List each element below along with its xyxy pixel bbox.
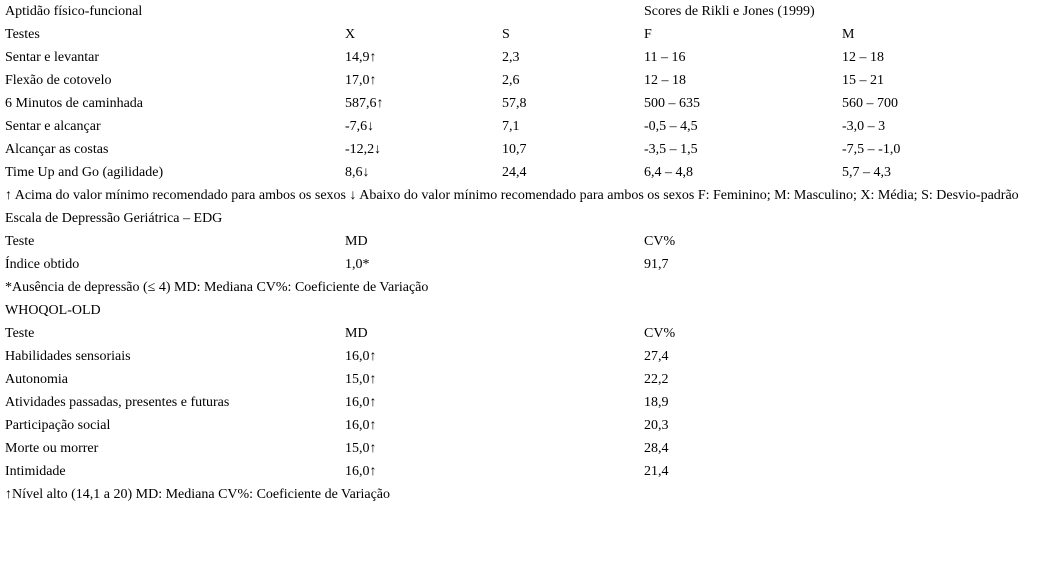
mean-value: 8,6↓ xyxy=(345,165,370,180)
aptidao-title-row xyxy=(5,2,1039,25)
header-media: X xyxy=(345,27,356,42)
mean-value: -12,2↓ xyxy=(345,142,382,157)
test-name: Sentar e alcançar xyxy=(5,119,101,134)
test-name: Flexão de cotovelo xyxy=(5,73,112,88)
whoqol-note-row xyxy=(5,485,1039,508)
cv-value: 21,4 xyxy=(644,464,669,479)
test-name: Atividades passadas, presentes e futuras xyxy=(5,395,230,410)
test-name: Índice obtido xyxy=(5,257,80,272)
test-name: Sentar e levantar xyxy=(5,50,100,65)
median-value: 16,0↑ xyxy=(345,395,377,410)
mean-value: 14,9↑ xyxy=(345,50,377,65)
male-range: 5,7 – 4,3 xyxy=(842,165,891,180)
header-cv: CV% xyxy=(644,326,676,341)
female-range: -3,5 – 1,5 xyxy=(644,142,698,157)
test-name: Time Up and Go (agilidade) xyxy=(5,165,164,180)
cv-value: 28,4 xyxy=(644,441,669,456)
mean-value: -7,6↓ xyxy=(345,119,375,134)
whoqol-header-row xyxy=(5,324,1039,347)
female-range: 500 – 635 xyxy=(644,96,700,111)
whoqol-section-title: WHOQOL-OLD xyxy=(5,303,101,318)
aptidao-header-row xyxy=(5,25,1039,48)
sd-value: 2,6 xyxy=(502,73,520,88)
cv-value: 91,7 xyxy=(644,257,669,272)
header-teste: Teste xyxy=(5,326,35,341)
header-feminino: F xyxy=(644,27,652,42)
median-value: 15,0↑ xyxy=(345,441,377,456)
male-range: -7,5 – -1,0 xyxy=(842,142,901,157)
edg-header-row xyxy=(5,232,1039,255)
table-row xyxy=(5,163,1039,186)
cv-value: 18,9 xyxy=(644,395,669,410)
sd-value: 7,1 xyxy=(502,119,520,134)
male-range: 12 – 18 xyxy=(842,50,884,65)
header-desvio: S xyxy=(502,27,510,42)
edg-section-title: Escala de Depressão Geriátrica – EDG xyxy=(5,211,223,226)
table-row xyxy=(5,255,1039,278)
table-row xyxy=(5,347,1039,370)
test-name: Autonomia xyxy=(5,372,68,387)
cv-value: 20,3 xyxy=(644,418,669,433)
sd-value: 2,3 xyxy=(502,50,520,65)
median-value: 16,0↑ xyxy=(345,464,377,479)
header-mediana: MD xyxy=(345,326,368,341)
sd-value: 24,4 xyxy=(502,165,527,180)
median-value: 16,0↑ xyxy=(345,418,377,433)
rikli-jones-scores-title: Scores de Rikli e Jones (1999) xyxy=(644,4,815,19)
table-row xyxy=(5,94,1039,117)
table-row xyxy=(5,393,1039,416)
table-row xyxy=(5,370,1039,393)
whoqol-footnote: ↑Nível alto (14,1 a 20) MD: Mediana CV%: Coeficiente de Variação xyxy=(5,487,391,502)
female-range: -0,5 – 4,5 xyxy=(644,119,698,134)
table-row xyxy=(5,416,1039,439)
header-teste: Teste xyxy=(5,234,35,249)
test-name: 6 Minutos de caminhada xyxy=(5,96,144,111)
table-row xyxy=(5,140,1039,163)
test-name: Morte ou morrer xyxy=(5,441,99,456)
edg-title-row xyxy=(5,209,1039,232)
document-table xyxy=(5,2,1039,508)
table-row xyxy=(5,439,1039,462)
whoqol-title-row xyxy=(5,301,1039,324)
table-row xyxy=(5,117,1039,140)
test-name: Alcançar as costas xyxy=(5,142,109,157)
median-value: 1,0* xyxy=(345,257,370,272)
edg-footnote: *Ausência de depressão (≤ 4) MD: Mediana CV%: Coeficiente de Variação xyxy=(5,280,429,295)
female-range: 6,4 – 4,8 xyxy=(644,165,693,180)
header-masculino: M xyxy=(842,27,855,42)
table-row xyxy=(5,71,1039,94)
test-name: Intimidade xyxy=(5,464,66,479)
table-row xyxy=(5,48,1039,71)
sd-value: 10,7 xyxy=(502,142,527,157)
aptidao-section-title: Aptidão físico-funcional xyxy=(5,4,143,19)
median-value: 16,0↑ xyxy=(345,349,377,364)
header-testes: Testes xyxy=(5,27,40,42)
male-range: 15 – 21 xyxy=(842,73,884,88)
aptidao-note-row xyxy=(5,186,1039,209)
mean-value: 587,6↑ xyxy=(345,96,384,111)
header-cv: CV% xyxy=(644,234,676,249)
test-name: Participação social xyxy=(5,418,111,433)
male-range: -3,0 – 3 xyxy=(842,119,886,134)
test-name: Habilidades sensoriais xyxy=(5,349,131,364)
mean-value: 17,0↑ xyxy=(345,73,377,88)
cv-value: 22,2 xyxy=(644,372,669,387)
table-row xyxy=(5,462,1039,485)
sd-value: 57,8 xyxy=(502,96,527,111)
cv-value: 27,4 xyxy=(644,349,669,364)
aptidao-footnote: ↑ Acima do valor mínimo recomendado para ambos os sexos ↓ Abaixo do valor mínimo recomendado para ambos os sexos F: Feminino; M: Masculino; X: Média; S: Desvio-padrão xyxy=(5,188,1019,203)
female-range: 11 – 16 xyxy=(644,50,686,65)
edg-note-row xyxy=(5,278,1039,301)
female-range: 12 – 18 xyxy=(644,73,686,88)
header-mediana: MD xyxy=(345,234,368,249)
male-range: 560 – 700 xyxy=(842,96,898,111)
median-value: 15,0↑ xyxy=(345,372,377,387)
